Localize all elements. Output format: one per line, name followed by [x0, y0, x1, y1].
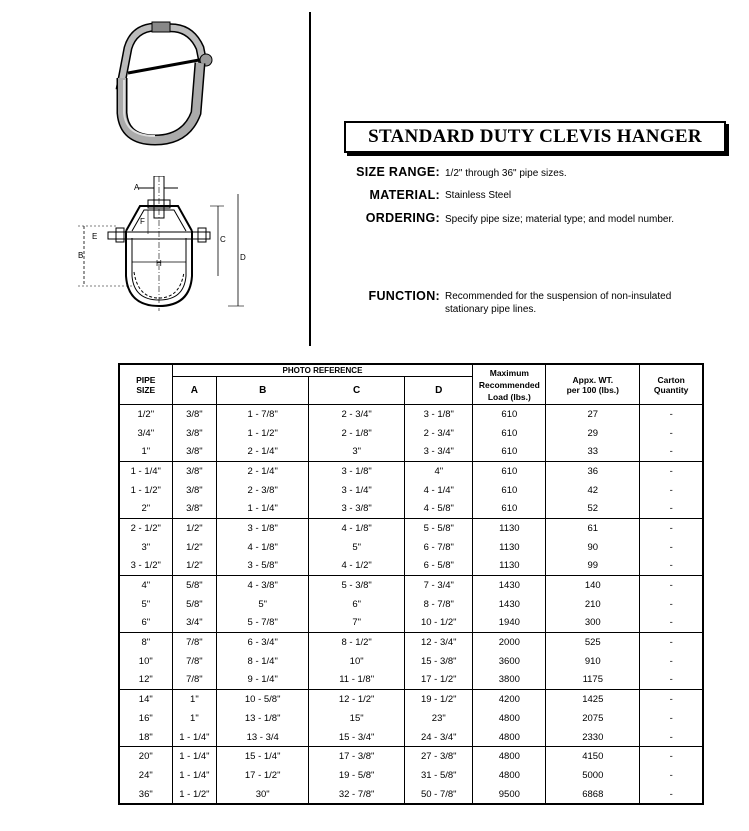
cell-d: 3 - 3/4": [405, 442, 473, 461]
cell-b: 8 - 1/4": [217, 652, 309, 671]
table-row: [119, 652, 703, 671]
table-row: [119, 424, 703, 443]
cell-carton: -: [640, 424, 703, 443]
cell-carton: -: [640, 538, 703, 557]
dim-label-c: C: [220, 235, 226, 244]
table-row: [119, 538, 703, 557]
cell-a: 5/8": [172, 595, 217, 614]
cell-pipe-size: 24": [119, 766, 172, 785]
header-c: C: [309, 377, 405, 405]
cell-max-load: 610: [473, 499, 546, 518]
cell-c: 3 - 1/4": [309, 481, 405, 500]
header-pipe-size: PIPE SIZE: [119, 364, 172, 405]
cell-weight: 33: [546, 442, 640, 461]
cell-d: 2 - 3/4": [405, 424, 473, 443]
ordering-label: ORDERING:: [365, 211, 440, 225]
header-weight: Appx. WT. per 100 (lbs.): [546, 364, 640, 405]
cell-pipe-size: 1": [119, 442, 172, 461]
cell-max-load: 3800: [473, 671, 546, 690]
cell-max-load: 1130: [473, 557, 546, 576]
cell-weight: 99: [546, 557, 640, 576]
cell-b: 13 - 1/8": [217, 709, 309, 728]
cell-weight: 300: [546, 614, 640, 633]
cell-c: 15 - 3/4": [309, 728, 405, 747]
table-row: [119, 614, 703, 633]
ordering-value: Specify pipe size; material type; and model number.: [445, 214, 675, 225]
table-row: [119, 576, 703, 595]
cell-max-load: 3600: [473, 652, 546, 671]
table-row: [119, 671, 703, 690]
cell-carton: -: [640, 499, 703, 518]
cell-carton: -: [640, 671, 703, 690]
table-row: [119, 595, 703, 614]
header-b: B: [217, 377, 309, 405]
cell-c: 6": [309, 595, 405, 614]
cell-d: 31 - 5/8": [405, 766, 473, 785]
cell-carton: -: [640, 709, 703, 728]
cell-carton: -: [640, 519, 703, 538]
cell-c: 32 - 7/8": [309, 785, 405, 805]
table-row: [119, 499, 703, 518]
cell-b: 3 - 5/8": [217, 557, 309, 576]
material-label: MATERIAL:: [369, 188, 440, 202]
cell-d: 17 - 1/2": [405, 671, 473, 690]
cell-max-load: 610: [473, 405, 546, 424]
cell-c: 7": [309, 614, 405, 633]
cell-a: 1/2": [172, 519, 217, 538]
cell-max-load: 610: [473, 424, 546, 443]
cell-weight: 2075: [546, 709, 640, 728]
dim-label-h: H: [156, 259, 162, 268]
cell-pipe-size: 8": [119, 633, 172, 652]
cell-a: 1/2": [172, 538, 217, 557]
cell-c: 17 - 3/8": [309, 747, 405, 766]
cell-carton: -: [640, 728, 703, 747]
cell-pipe-size: 3/4": [119, 424, 172, 443]
cell-b: 2 - 3/8": [217, 481, 309, 500]
cell-carton: -: [640, 690, 703, 709]
cell-max-load: 4800: [473, 728, 546, 747]
cell-a: 3/8": [172, 462, 217, 481]
cell-b: 3 - 1/8": [217, 519, 309, 538]
cell-a: 7/8": [172, 633, 217, 652]
cell-pipe-size: 6": [119, 614, 172, 633]
cell-d: 10 - 1/2": [405, 614, 473, 633]
header-a: A: [172, 377, 217, 405]
cell-b: 10 - 5/8": [217, 690, 309, 709]
cell-weight: 61: [546, 519, 640, 538]
table-row: [119, 481, 703, 500]
cell-b: 5 - 7/8": [217, 614, 309, 633]
header-photo-reference: PHOTO REFERENCE: [172, 364, 473, 377]
cell-weight: 4150: [546, 747, 640, 766]
cell-carton: -: [640, 785, 703, 805]
cell-b: 2 - 1/4": [217, 462, 309, 481]
table-row: [119, 747, 703, 766]
dim-label-b: B: [78, 251, 84, 260]
cell-weight: 52: [546, 499, 640, 518]
cell-weight: 27: [546, 405, 640, 424]
cell-a: 1": [172, 690, 217, 709]
cell-max-load: 4800: [473, 747, 546, 766]
cell-max-load: 610: [473, 442, 546, 461]
table-row: [119, 690, 703, 709]
table-row: [119, 709, 703, 728]
cell-max-load: 610: [473, 481, 546, 500]
function-line-1: Recommended for the suspension of non-insulated: [445, 291, 672, 302]
cell-c: 15": [309, 709, 405, 728]
cell-c: 8 - 1/2": [309, 633, 405, 652]
cell-max-load: 4800: [473, 709, 546, 728]
cell-c: 3 - 1/8": [309, 462, 405, 481]
cell-b: 15 - 1/4": [217, 747, 309, 766]
cell-pipe-size: 1 - 1/4": [119, 462, 172, 481]
dim-label-f: F: [140, 217, 145, 226]
cell-carton: -: [640, 481, 703, 500]
table-body: [119, 405, 703, 805]
cell-weight: 525: [546, 633, 640, 652]
table-row: [119, 633, 703, 652]
cell-carton: -: [640, 462, 703, 481]
cell-a: 5/8": [172, 576, 217, 595]
cell-pipe-size: 18": [119, 728, 172, 747]
cell-pipe-size: 3 - 1/2": [119, 557, 172, 576]
cell-b: 1 - 1/4": [217, 499, 309, 518]
cell-b: 17 - 1/2": [217, 766, 309, 785]
cell-pipe-size: 16": [119, 709, 172, 728]
cell-a: 3/8": [172, 405, 217, 424]
cell-b: 6 - 3/4": [217, 633, 309, 652]
cell-d: 4": [405, 462, 473, 481]
table-row: [119, 766, 703, 785]
cell-c: 4 - 1/2": [309, 557, 405, 576]
cell-weight: 910: [546, 652, 640, 671]
cell-pipe-size: 3": [119, 538, 172, 557]
cell-pipe-size: 1 - 1/2": [119, 481, 172, 500]
dimensions-table: [118, 363, 704, 805]
cell-max-load: 610: [473, 462, 546, 481]
cell-max-load: 1130: [473, 519, 546, 538]
clevis-dimension-diagram: [78, 176, 258, 316]
cell-weight: 5000: [546, 766, 640, 785]
cell-pipe-size: 36": [119, 785, 172, 805]
cell-d: 7 - 3/4": [405, 576, 473, 595]
cell-b: 5": [217, 595, 309, 614]
cell-a: 3/8": [172, 499, 217, 518]
cell-pipe-size: 20": [119, 747, 172, 766]
cell-pipe-size: 4": [119, 576, 172, 595]
cell-a: 1 - 1/4": [172, 728, 217, 747]
cell-c: 11 - 1/8": [309, 671, 405, 690]
cell-d: 8 - 7/8": [405, 595, 473, 614]
cell-pipe-size: 12": [119, 671, 172, 690]
cell-d: 4 - 5/8": [405, 499, 473, 518]
cell-weight: 90: [546, 538, 640, 557]
cell-max-load: 1430: [473, 595, 546, 614]
cell-carton: -: [640, 442, 703, 461]
cell-weight: 29: [546, 424, 640, 443]
cell-b: 1 - 7/8": [217, 405, 309, 424]
dim-label-a: A: [134, 183, 140, 192]
cell-max-load: 4800: [473, 766, 546, 785]
cell-d: 4 - 1/4": [405, 481, 473, 500]
cell-weight: 1175: [546, 671, 640, 690]
cell-b: 13 - 3/4: [217, 728, 309, 747]
cell-c: 2 - 3/4": [309, 405, 405, 424]
cell-max-load: 4200: [473, 690, 546, 709]
cell-c: 19 - 5/8": [309, 766, 405, 785]
cell-c: 3 - 3/8": [309, 499, 405, 518]
cell-a: 1": [172, 709, 217, 728]
cell-pipe-size: 1/2": [119, 405, 172, 424]
cell-b: 9 - 1/4": [217, 671, 309, 690]
cell-c: 4 - 1/8": [309, 519, 405, 538]
clevis-hanger-illustration: [100, 18, 230, 148]
cell-carton: -: [640, 633, 703, 652]
function-label: FUNCTION:: [368, 289, 440, 303]
cell-c: 3": [309, 442, 405, 461]
cell-pipe-size: 10": [119, 652, 172, 671]
cell-a: 1/2": [172, 557, 217, 576]
cell-carton: -: [640, 595, 703, 614]
cell-max-load: 1130: [473, 538, 546, 557]
cell-carton: -: [640, 405, 703, 424]
cell-weight: 36: [546, 462, 640, 481]
cell-d: 24 - 3/4": [405, 728, 473, 747]
cell-c: 5 - 3/8": [309, 576, 405, 595]
cell-max-load: 1430: [473, 576, 546, 595]
cell-carton: -: [640, 557, 703, 576]
cell-b: 1 - 1/2": [217, 424, 309, 443]
cell-b: 4 - 1/8": [217, 538, 309, 557]
cell-a: 3/8": [172, 481, 217, 500]
dim-label-d: D: [240, 253, 246, 262]
cell-b: 30": [217, 785, 309, 805]
function-line-2: stationary pipe lines.: [445, 304, 537, 315]
header-carton: Carton Quantity: [640, 364, 703, 405]
table-row: [119, 785, 703, 805]
material-value: Stainless Steel: [445, 190, 512, 201]
cell-max-load: 2000: [473, 633, 546, 652]
cell-a: 1 - 1/4": [172, 747, 217, 766]
cell-d: 50 - 7/8": [405, 785, 473, 805]
cell-c: 10": [309, 652, 405, 671]
cell-weight: 1425: [546, 690, 640, 709]
cell-carton: -: [640, 576, 703, 595]
cell-d: 27 - 3/8": [405, 747, 473, 766]
cell-pipe-size: 2": [119, 499, 172, 518]
cell-c: 2 - 1/8": [309, 424, 405, 443]
page-title: STANDARD DUTY CLEVIS HANGER: [344, 121, 726, 153]
cell-pipe-size: 14": [119, 690, 172, 709]
cell-carton: -: [640, 652, 703, 671]
cell-carton: -: [640, 766, 703, 785]
cell-pipe-size: 2 - 1/2": [119, 519, 172, 538]
cell-weight: 42: [546, 481, 640, 500]
function-value: [445, 290, 671, 316]
table-row: [119, 462, 703, 481]
cell-d: 19 - 1/2": [405, 690, 473, 709]
cell-carton: -: [640, 614, 703, 633]
cell-a: 7/8": [172, 652, 217, 671]
cell-weight: 6868: [546, 785, 640, 805]
cell-pipe-size: 5": [119, 595, 172, 614]
header-d: D: [405, 377, 473, 405]
header-max-load: Maximum Recommended Load (lbs.): [473, 364, 546, 405]
cell-a: 7/8": [172, 671, 217, 690]
cell-d: 15 - 3/8": [405, 652, 473, 671]
table-row: [119, 442, 703, 461]
cell-a: 1 - 1/4": [172, 766, 217, 785]
cell-b: 4 - 3/8": [217, 576, 309, 595]
cell-weight: 140: [546, 576, 640, 595]
cell-max-load: 9500: [473, 785, 546, 805]
cell-weight: 210: [546, 595, 640, 614]
cell-c: 5": [309, 538, 405, 557]
table-row: [119, 519, 703, 538]
cell-weight: 2330: [546, 728, 640, 747]
size-range-value: 1/2" through 36" pipe sizes.: [445, 168, 567, 179]
cell-max-load: 1940: [473, 614, 546, 633]
cell-d: 6 - 5/8": [405, 557, 473, 576]
cell-d: 6 - 7/8": [405, 538, 473, 557]
cell-d: 3 - 1/8": [405, 405, 473, 424]
cell-a: 3/8": [172, 442, 217, 461]
cell-c: 12 - 1/2": [309, 690, 405, 709]
size-range-label: SIZE RANGE:: [356, 165, 440, 179]
cell-a: 3/8": [172, 424, 217, 443]
cell-d: 23": [405, 709, 473, 728]
cell-b: 2 - 1/4": [217, 442, 309, 461]
cell-d: 5 - 5/8": [405, 519, 473, 538]
table-row: [119, 557, 703, 576]
cell-carton: -: [640, 747, 703, 766]
cell-a: 3/4": [172, 614, 217, 633]
table-row: [119, 728, 703, 747]
cell-a: 1 - 1/2": [172, 785, 217, 805]
cell-d: 12 - 3/4": [405, 633, 473, 652]
table-row: [119, 405, 703, 424]
dim-label-e: E: [92, 232, 98, 241]
